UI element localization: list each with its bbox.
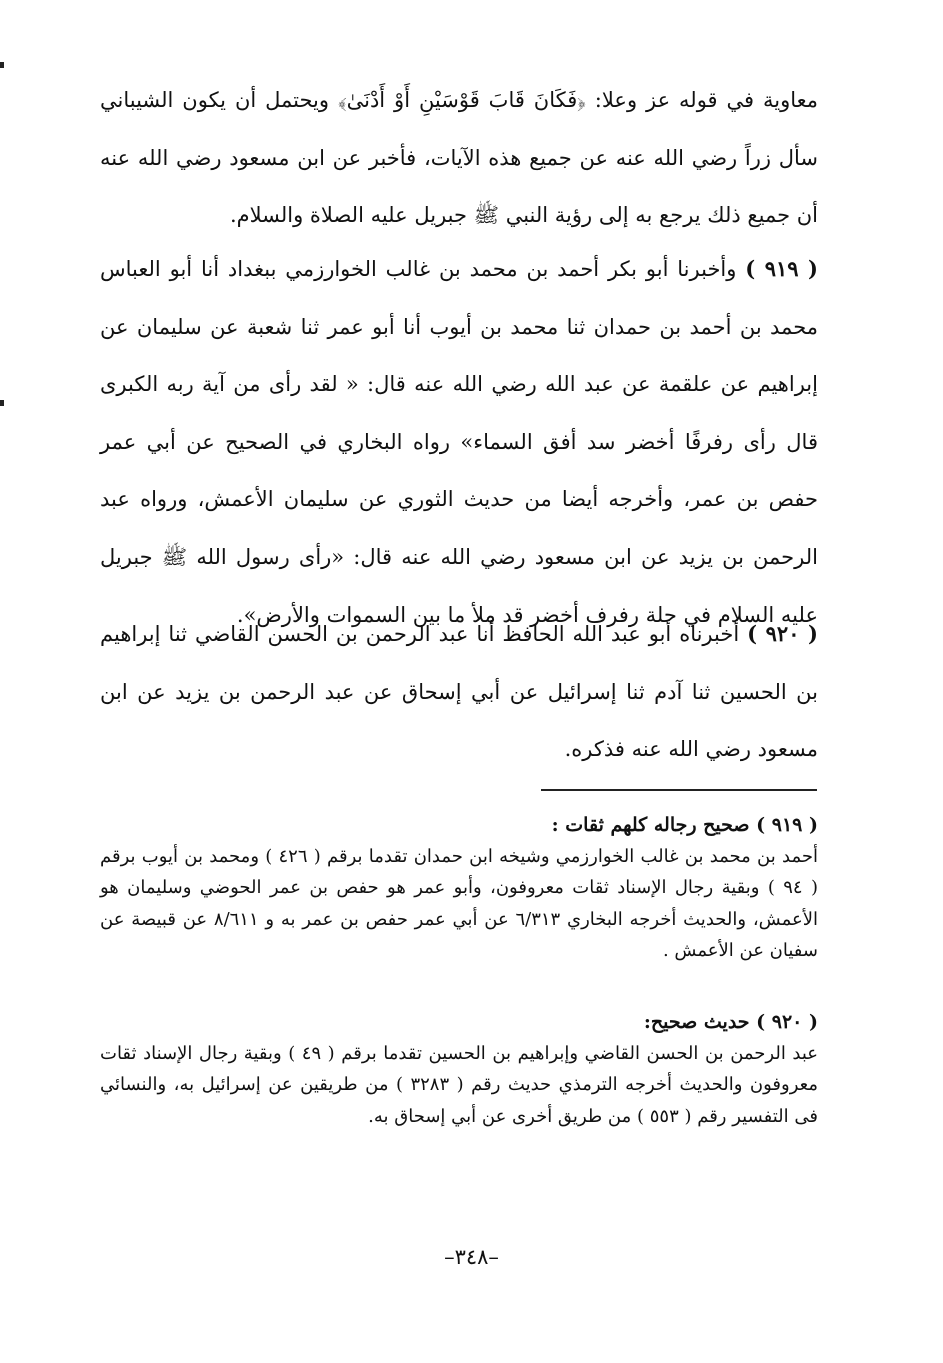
footnote-920 (100, 1007, 818, 1132)
hadith-920-number: ( ٩٢٠ ) (747, 621, 818, 646)
hadith-919-number: ( ٩١٩ ) (745, 256, 818, 281)
hadith-920 (100, 605, 818, 779)
scan-edge-mark (0, 62, 4, 68)
footnote-919-heading: ( ٩١٩ ) صحيح رجاله كلهم ثقات : (551, 814, 818, 836)
footnote-divider (541, 789, 817, 791)
hadith-919-text: وأخبرنا أبو بكر أحمد بن محمد بن غالب الخوارزمي ببغداد أنا أبو العباس محمد بن أحمد بن حمدان ثنا محمد بن أيوب أنا أبو عمر ثنا شعبة عن سليمان عن إبراهيم عن علقمة عن عبد الله رضي الله عنه قال: « لقد رأى من آية ربه الكبرى قال رأى رفرفًا أخضر سد أفق السماء» رواه البخاري في الصحيح عن أبي عمر حفص بن عمر، وأخرجه أيضا من حديث الثوري عن سليمان الأعمش، ورواه عبد الرحمن بن يزيد عن ابن مسعود رضي الله عنه قال: «رأى رسول الله ﷺ جبريل عليه السلام في حلة رفرف أخضر قد ملأ ما بين السموات والأرض». (100, 257, 818, 627)
footnote-919 (100, 810, 818, 966)
hadith-920-paragraph (100, 605, 818, 779)
hadith-920-text: أخبرناه أبو عبد الله الحافظ أنا عبد الرحمن بن الحسن القاضي ثنا إبراهيم بن الحسين ثنا آدم ثنا إسرائيل عن أبي إسحاق عن عبد الرحمن بن يزيد عن ابن مسعود رضي الله عنه فذكره. (100, 622, 818, 762)
intro-text: معاوية في قوله عز وعلا: ﴿فَكَانَ قَابَ قَوْسَيْنِ أَوْ أَدْنَىٰ﴾ ويحتمل أن يكون الشيباني سأل زراً رضي الله عنه عن جميع هذه الآيات، فأخبر عن ابن مسعود رضي الله عنه أن جميع ذلك يرجع به إلى رؤية النبي ﷺ جبريل عليه الصلاة والسلام. (100, 88, 818, 228)
footnote-920-body: عبد الرحمن بن الحسن القاضي وإبراهيم بن الحسين تقدما برقم ( ٤٩ ) وبقية رجال الإسناد ثقات معروفون والحديث أخرجه الترمذي حديث رقم ( ٣٢٨٣ ) من طريقين عن إسرائيل به، والنسائي فى التفسير رقم ( ٥٥٣ ) من طريق أخرى عن أبي إسحاق به. (100, 1043, 819, 1127)
intro-paragraph (100, 72, 818, 245)
footnote-919-body: أحمد بن محمد بن غالب الخوارزمي وشيخه ابن حمدان تقدما برقم ( ٤٢٦ ) ومحمد بن أيوب برقم ( ٩٤ ) وبقية رجال الإسناد ثقات معروفون، وأبو عمر هو حفص بن عمر الحوضي وسليمان هو الأعمش، والحديث أخرجه البخاري ٦/٣١٣ عن أبي عمر حفص بن عمر به و ٨/٦١١ عن قبيصة عن سفيان عن الأعمش . (100, 846, 819, 961)
scan-edge-mark (0, 400, 4, 406)
footnote-920-heading: ( ٩٢٠ ) حديث صحيح: (643, 1011, 818, 1033)
page-number: –٣٤٨– (444, 1245, 499, 1269)
hadith-919-paragraph (100, 240, 818, 644)
hadith-919 (100, 240, 818, 644)
